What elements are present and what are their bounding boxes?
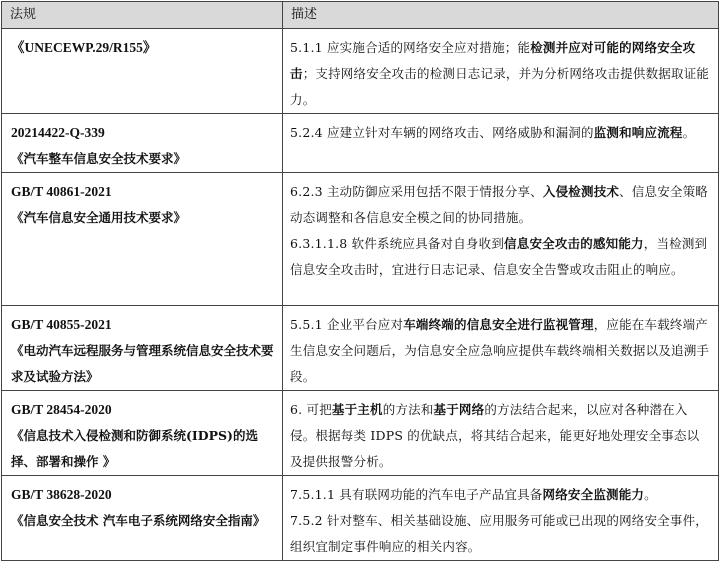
table-header-row	[2, 2, 719, 29]
law-name: 《汽车整车信息安全技术要求》	[11, 151, 187, 166]
description-paragraph	[290, 231, 710, 283]
description-text: ，应能在车载终端产生信息安全问题后，为信息安全应急响应提供车载终端相关数据以及追溯手段。	[290, 317, 710, 384]
law-code: GB/T 28454-2020	[11, 402, 112, 417]
emphasized-text: 基于网络	[433, 402, 485, 417]
description-paragraph	[290, 35, 710, 113]
law-cell	[2, 173, 283, 306]
description-text: 的方法结合起来，以应对各种潜在入侵。根据每类 IDPS 的优缺点，将其结合起来，能更好地处理安全事态以及提供报警分析。	[290, 402, 700, 469]
law-code: GB/T 38628-2020	[11, 487, 112, 502]
description-text: 6. 可把	[290, 402, 332, 417]
description-cell	[283, 114, 719, 173]
law-name: 《电动汽车远程服务与管理系统信息安全技术要求及试验方法》	[11, 343, 274, 384]
law-name: 《信息技术入侵检测和防御系统(IDPS)的选择、部署和操作 》	[11, 428, 258, 469]
law-cell	[2, 391, 283, 476]
description-paragraph	[290, 508, 710, 560]
table-row	[2, 173, 719, 306]
description-text: 5.5.1 企业平台应对	[290, 317, 404, 332]
law-code: 《UNECEWP.29/R155》	[11, 40, 157, 55]
emphasized-text: 车端终端的信息安全进行监视管理	[403, 317, 594, 332]
description-text: 7.5.1.1 具有联网功能的汽车电子产品宜具备	[290, 487, 543, 502]
table-row	[2, 391, 719, 476]
description-text: 7.5.2 针对整车、相关基础设施、应用服务可能或已出现的网络安全事件，组织宜制定事件响应的相关内容。	[290, 513, 708, 554]
table-row	[2, 29, 719, 114]
description-text: 6.3.1.1.8 软件系统应具备对自身收到	[290, 236, 505, 251]
description-paragraph	[290, 482, 710, 508]
table-row	[2, 306, 719, 391]
emphasized-text: 基于主机	[331, 402, 383, 417]
law-cell	[2, 114, 283, 173]
description-text: 。	[682, 125, 696, 140]
law-name: 《信息安全技术 汽车电子系统网络安全指南》	[11, 513, 266, 528]
table-row	[2, 476, 719, 561]
description-paragraph	[290, 312, 710, 390]
description-text: 5.2.4 应建立针对车辆的网络攻击、网络威胁和漏洞的	[290, 125, 594, 140]
emphasized-text: 入侵检测技术	[542, 184, 620, 199]
description-cell	[283, 391, 719, 476]
description-text: 。	[644, 487, 657, 502]
emphasized-text: 网络安全监测能力	[542, 487, 645, 502]
description-cell	[283, 476, 719, 561]
description-text: ，当检测到信息安全攻击时，宜进行日志记录、信息安全告警或攻击阻止的响应。	[290, 236, 708, 277]
law-code: 20214422-Q-339	[11, 125, 105, 140]
description-paragraph	[290, 179, 710, 231]
law-code: GB/T 40861-2021	[11, 184, 112, 199]
header-law: 法规	[2, 2, 283, 29]
description-paragraph	[290, 120, 710, 146]
law-code: GB/T 40855-2021	[11, 317, 112, 332]
law-cell	[2, 476, 283, 561]
description-text: ；支持网络安全攻击的检测日志记录，并为分析网络攻击提供数据取证能力。	[290, 66, 710, 107]
law-cell	[2, 306, 283, 391]
description-text: 、信息安全策略动态调整和各信息安全模之间的协同措施。	[290, 184, 708, 225]
header-description: 描述	[283, 2, 719, 29]
emphasized-text: 信息安全攻击的感知能力	[504, 236, 644, 251]
description-text: 的方法和	[382, 402, 434, 417]
description-cell	[283, 29, 719, 114]
regulations-table	[1, 1, 719, 561]
description-cell	[283, 306, 719, 391]
law-name: 《汽车信息安全通用技术要求》	[11, 210, 187, 225]
emphasized-text: 检测并应对可能的网络安全攻击	[290, 40, 696, 81]
description-text: 6.2.3 主动防御应采用包括不限于情报分享、	[290, 184, 543, 199]
description-paragraph	[290, 397, 710, 475]
emphasized-text: 监测和响应流程	[593, 125, 683, 140]
description-cell	[283, 173, 719, 306]
law-cell	[2, 29, 283, 114]
table-row	[2, 114, 719, 173]
description-text: 5.1.1 应实施合适的网络安全应对措施；能	[290, 40, 531, 55]
